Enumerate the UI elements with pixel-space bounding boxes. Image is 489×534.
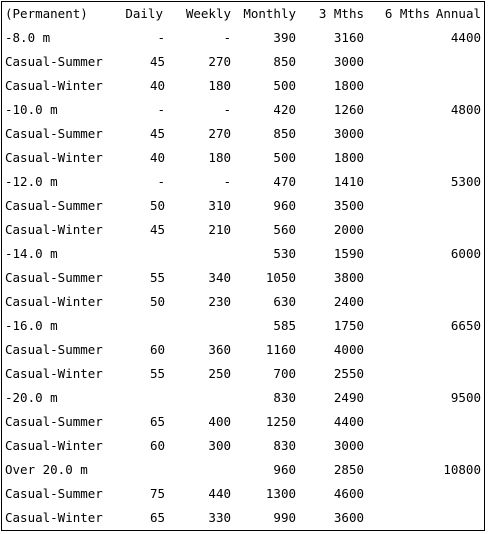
daily-cell: - bbox=[157, 30, 165, 45]
three-months-cell: 1800 bbox=[333, 78, 364, 93]
weekly-cell: 330 bbox=[208, 510, 231, 525]
weekly-cell bbox=[165, 458, 233, 482]
monthly-cell: 1160 bbox=[265, 342, 296, 357]
annual-cell bbox=[430, 194, 484, 218]
table-row bbox=[2, 290, 484, 314]
annual-cell: 9500 bbox=[450, 390, 481, 405]
row-label: Over 20.0 m bbox=[5, 462, 88, 477]
row-label: Casual-Winter bbox=[5, 510, 103, 525]
daily-cell: 40 bbox=[149, 78, 165, 93]
daily-cell: 45 bbox=[149, 222, 165, 237]
daily-cell: 45 bbox=[149, 126, 165, 141]
annual-cell: 5300 bbox=[450, 174, 481, 189]
table-row bbox=[2, 74, 484, 98]
header-permanent: (Permanent) bbox=[5, 6, 88, 21]
table-row bbox=[2, 98, 484, 122]
monthly-cell: 390 bbox=[273, 30, 296, 45]
three-months-cell: 3500 bbox=[333, 198, 364, 213]
three-months-cell: 1590 bbox=[333, 246, 364, 261]
weekly-cell: - bbox=[223, 30, 231, 45]
three-months-cell: 1410 bbox=[333, 174, 364, 189]
monthly-cell: 830 bbox=[273, 390, 296, 405]
row-label: -12.0 m bbox=[5, 174, 58, 189]
row-label: Casual-Summer bbox=[5, 486, 103, 501]
three-months-cell: 3000 bbox=[333, 126, 364, 141]
daily-cell: 55 bbox=[149, 270, 165, 285]
annual-cell bbox=[430, 122, 484, 146]
weekly-cell: 360 bbox=[208, 342, 231, 357]
three-months-cell: 2400 bbox=[333, 294, 364, 309]
daily-cell: 60 bbox=[149, 342, 165, 357]
six-months-cell bbox=[366, 242, 430, 266]
monthly-cell: 630 bbox=[273, 294, 296, 309]
header-annual: Annual bbox=[435, 6, 481, 21]
weekly-cell: 270 bbox=[208, 54, 231, 69]
six-months-cell bbox=[366, 266, 430, 290]
weekly-cell: 250 bbox=[208, 366, 231, 381]
monthly-cell: 1300 bbox=[265, 486, 296, 501]
row-label: Casual-Winter bbox=[5, 150, 103, 165]
annual-cell: 6650 bbox=[450, 318, 481, 333]
six-months-cell bbox=[366, 410, 430, 434]
annual-cell bbox=[430, 362, 484, 386]
daily-cell: 65 bbox=[149, 414, 165, 429]
six-months-cell bbox=[366, 482, 430, 506]
three-months-cell: 4000 bbox=[333, 342, 364, 357]
three-months-cell: 2550 bbox=[333, 366, 364, 381]
fee-table-frame bbox=[1, 1, 485, 531]
monthly-cell: 960 bbox=[273, 198, 296, 213]
header-row bbox=[2, 2, 484, 26]
annual-cell bbox=[430, 218, 484, 242]
row-label: Casual-Summer bbox=[5, 414, 103, 429]
row-label: Casual-Summer bbox=[5, 198, 103, 213]
daily-cell: 45 bbox=[149, 54, 165, 69]
six-months-cell bbox=[366, 290, 430, 314]
monthly-cell: 470 bbox=[273, 174, 296, 189]
annual-cell bbox=[430, 506, 484, 530]
six-months-cell bbox=[366, 122, 430, 146]
table-row bbox=[2, 410, 484, 434]
six-months-cell bbox=[366, 362, 430, 386]
annual-cell bbox=[430, 434, 484, 458]
weekly-cell bbox=[165, 386, 233, 410]
three-months-cell: 3600 bbox=[333, 510, 364, 525]
table-row bbox=[2, 434, 484, 458]
monthly-cell: 830 bbox=[273, 438, 296, 453]
weekly-cell: 340 bbox=[208, 270, 231, 285]
annual-cell: 10800 bbox=[443, 462, 481, 477]
three-months-cell: 1800 bbox=[333, 150, 364, 165]
three-months-cell: 2000 bbox=[333, 222, 364, 237]
row-label: -16.0 m bbox=[5, 318, 58, 333]
daily-cell bbox=[113, 386, 165, 410]
table-row bbox=[2, 314, 484, 338]
daily-cell: 55 bbox=[149, 366, 165, 381]
six-months-cell bbox=[366, 170, 430, 194]
weekly-cell: 180 bbox=[208, 150, 231, 165]
row-label: Casual-Summer bbox=[5, 270, 103, 285]
three-months-cell: 3800 bbox=[333, 270, 364, 285]
daily-cell bbox=[113, 458, 165, 482]
annual-cell bbox=[430, 410, 484, 434]
table-row bbox=[2, 386, 484, 410]
daily-cell bbox=[113, 314, 165, 338]
three-months-cell: 4600 bbox=[333, 486, 364, 501]
weekly-cell bbox=[165, 242, 233, 266]
header-6-months: 6 Mths bbox=[384, 6, 430, 21]
header-3-months: 3 Mths bbox=[318, 6, 364, 21]
annual-cell bbox=[430, 482, 484, 506]
three-months-cell: 3000 bbox=[333, 438, 364, 453]
six-months-cell bbox=[366, 50, 430, 74]
header-daily: Daily bbox=[125, 6, 163, 21]
three-months-cell: 1260 bbox=[333, 102, 364, 117]
six-months-cell bbox=[366, 506, 430, 530]
monthly-cell: 500 bbox=[273, 150, 296, 165]
daily-cell: - bbox=[157, 174, 165, 189]
row-label: Casual-Winter bbox=[5, 78, 103, 93]
six-months-cell bbox=[366, 26, 430, 50]
monthly-cell: 560 bbox=[273, 222, 296, 237]
six-months-cell bbox=[366, 194, 430, 218]
monthly-cell: 960 bbox=[273, 462, 296, 477]
header-monthly: Monthly bbox=[243, 6, 296, 21]
table-row bbox=[2, 338, 484, 362]
daily-cell: 50 bbox=[149, 198, 165, 213]
fee-table bbox=[2, 2, 484, 530]
three-months-cell: 3000 bbox=[333, 54, 364, 69]
weekly-cell: - bbox=[223, 174, 231, 189]
daily-cell: 40 bbox=[149, 150, 165, 165]
row-label: -14.0 m bbox=[5, 246, 58, 261]
header-weekly: Weekly bbox=[185, 6, 231, 21]
monthly-cell: 585 bbox=[273, 318, 296, 333]
table-row bbox=[2, 458, 484, 482]
monthly-cell: 1050 bbox=[265, 270, 296, 285]
weekly-cell: 300 bbox=[208, 438, 231, 453]
table-row bbox=[2, 170, 484, 194]
row-label: Casual-Summer bbox=[5, 342, 103, 357]
row-label: Casual-Winter bbox=[5, 438, 103, 453]
monthly-cell: 420 bbox=[273, 102, 296, 117]
three-months-cell: 2850 bbox=[333, 462, 364, 477]
annual-cell bbox=[430, 338, 484, 362]
row-label: -20.0 m bbox=[5, 390, 58, 405]
table-row bbox=[2, 146, 484, 170]
six-months-cell bbox=[366, 458, 430, 482]
table-row bbox=[2, 242, 484, 266]
annual-cell: 4400 bbox=[450, 30, 481, 45]
weekly-cell: 210 bbox=[208, 222, 231, 237]
daily-cell: 50 bbox=[149, 294, 165, 309]
daily-cell: - bbox=[157, 102, 165, 117]
six-months-cell bbox=[366, 338, 430, 362]
annual-cell: 6000 bbox=[450, 246, 481, 261]
monthly-cell: 990 bbox=[273, 510, 296, 525]
table-row bbox=[2, 26, 484, 50]
annual-cell bbox=[430, 50, 484, 74]
six-months-cell bbox=[366, 74, 430, 98]
monthly-cell: 850 bbox=[273, 54, 296, 69]
six-months-cell bbox=[366, 386, 430, 410]
table-row bbox=[2, 122, 484, 146]
monthly-cell: 500 bbox=[273, 78, 296, 93]
table-row bbox=[2, 482, 484, 506]
row-label: Casual-Winter bbox=[5, 366, 103, 381]
row-label: Casual-Winter bbox=[5, 222, 103, 237]
weekly-cell: 310 bbox=[208, 198, 231, 213]
three-months-cell: 4400 bbox=[333, 414, 364, 429]
daily-cell: 75 bbox=[149, 486, 165, 501]
six-months-cell bbox=[366, 314, 430, 338]
monthly-cell: 530 bbox=[273, 246, 296, 261]
six-months-cell bbox=[366, 98, 430, 122]
three-months-cell: 3160 bbox=[333, 30, 364, 45]
weekly-cell: 400 bbox=[208, 414, 231, 429]
row-label: -10.0 m bbox=[5, 102, 58, 117]
annual-cell: 4800 bbox=[450, 102, 481, 117]
daily-cell bbox=[113, 242, 165, 266]
six-months-cell bbox=[366, 434, 430, 458]
row-label: Casual-Summer bbox=[5, 54, 103, 69]
daily-cell: 65 bbox=[149, 510, 165, 525]
monthly-cell: 850 bbox=[273, 126, 296, 141]
row-label: -8.0 m bbox=[5, 30, 51, 45]
three-months-cell: 1750 bbox=[333, 318, 364, 333]
table-row bbox=[2, 506, 484, 530]
table-row bbox=[2, 194, 484, 218]
six-months-cell bbox=[366, 146, 430, 170]
annual-cell bbox=[430, 266, 484, 290]
daily-cell: 60 bbox=[149, 438, 165, 453]
table-row bbox=[2, 50, 484, 74]
row-label: Casual-Summer bbox=[5, 126, 103, 141]
weekly-cell: 270 bbox=[208, 126, 231, 141]
six-months-cell bbox=[366, 218, 430, 242]
weekly-cell: - bbox=[223, 102, 231, 117]
weekly-cell: 440 bbox=[208, 486, 231, 501]
weekly-cell: 230 bbox=[208, 294, 231, 309]
table-body bbox=[2, 26, 484, 530]
three-months-cell: 2490 bbox=[333, 390, 364, 405]
table-row bbox=[2, 266, 484, 290]
table-row bbox=[2, 362, 484, 386]
table-row bbox=[2, 218, 484, 242]
annual-cell bbox=[430, 74, 484, 98]
monthly-cell: 1250 bbox=[265, 414, 296, 429]
weekly-cell bbox=[165, 314, 233, 338]
annual-cell bbox=[430, 290, 484, 314]
weekly-cell: 180 bbox=[208, 78, 231, 93]
monthly-cell: 700 bbox=[273, 366, 296, 381]
annual-cell bbox=[430, 146, 484, 170]
row-label: Casual-Winter bbox=[5, 294, 103, 309]
